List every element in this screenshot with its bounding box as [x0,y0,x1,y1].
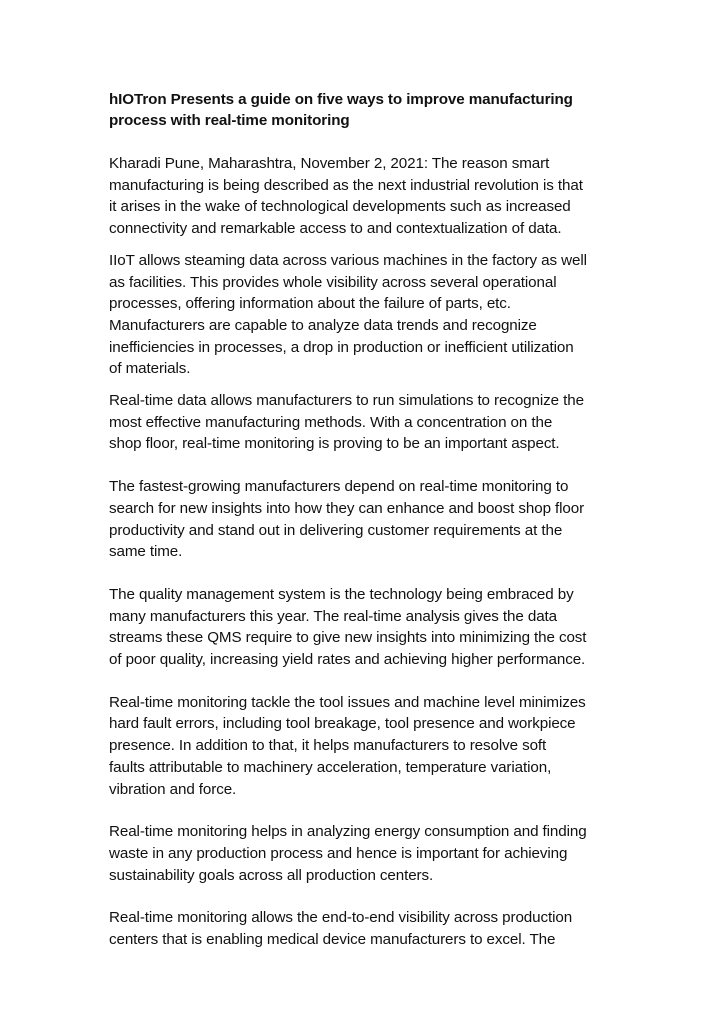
paragraph-line: same time. [109,543,183,561]
title-line: process with real-time monitoring [109,112,350,129]
paragraph-line: presence. In addition to that, it helps manufacturers to resolve soft [109,737,547,755]
paragraph-line: processes, offering information about the failure of parts, etc. [109,295,511,313]
paragraph-line: hard fault errors, including tool breakage, tool presence and workpiece [109,715,576,733]
paragraph-line: manufacturing is being described as the next industrial revolution is that [109,176,583,194]
paragraph-line: sustainability goals across all production centers. [109,866,434,884]
paragraph-line: inefficiencies in processes, a drop in production or inefficient utilization [109,338,574,356]
paragraph-line: productivity and stand out in delivering customer requirements at the [109,521,563,539]
paragraph-line: Real-time monitoring helps in analyzing energy consumption and finding [109,823,587,841]
paragraph-line: streams these QMS require to give new insights into minimizing the cost [109,629,587,647]
paragraph-line: it arises in the wake of technological developments such as increased [109,198,571,216]
paragraph-line: IIoT allows steaming data across various machines in the factory as well [109,251,587,269]
paragraph-line: shop floor, real-time monitoring is proving to be an important aspect. [109,435,560,453]
paragraph-line: faults attributable to machinery acceleration, temperature variation, [109,758,552,776]
paragraph-line: centers that is enabling medical device manufacturers to excel. The [109,931,556,949]
paragraph-line: many manufacturers this year. The real-time analysis gives the data [109,607,558,625]
paragraph-tool-issues [109,692,609,801]
title-line: hIOTron Presents a guide on five ways to improve manufacturing [109,91,573,108]
paragraph-line: Manufacturers are capable to analyze data trends and recognize [109,316,537,334]
paragraph-end-to-end-visibility [109,907,609,950]
paragraph-line: search for new insights into how they can enhance and boost shop floor [109,499,585,517]
paragraph-iiot [109,250,609,380]
paragraph-line: waste in any production process and hence is important for achieving [109,844,568,862]
paragraph-line: Real-time monitoring allows the end-to-end visibility across production [109,909,573,927]
paragraph-line: most effective manufacturing methods. With a concentration on the [109,413,553,431]
paragraph-line: of poor quality, increasing yield rates and achieving higher performance. [109,651,586,669]
paragraph-line: of materials. [109,360,191,378]
paragraph-line: The quality management system is the technology being embraced by [109,585,574,603]
paragraph-quality-management [109,584,609,671]
paragraph-line: The fastest-growing manufacturers depend on real-time monitoring to [109,478,569,496]
paragraph-line: Kharadi Pune, Maharashtra, November 2, 2021: The reason smart [109,155,550,172]
paragraph-intro [109,153,609,240]
paragraph-line: Real-time monitoring tackle the tool issues and machine level minimizes [109,693,586,711]
paragraph-line: as facilities. This provides whole visibility across several operational [109,273,557,291]
paragraph-energy-consumption [109,821,609,886]
paragraph-line: vibration and force. [109,780,237,798]
document-title [109,89,609,131]
paragraph-line: connectivity and remarkable access to and contextualization of data. [109,220,562,238]
paragraph-real-time-data [109,390,609,455]
paragraph-fastest-growing [109,476,609,563]
document-body [109,89,609,951]
paragraph-line: Real-time data allows manufacturers to run simulations to recognize the [109,392,584,410]
